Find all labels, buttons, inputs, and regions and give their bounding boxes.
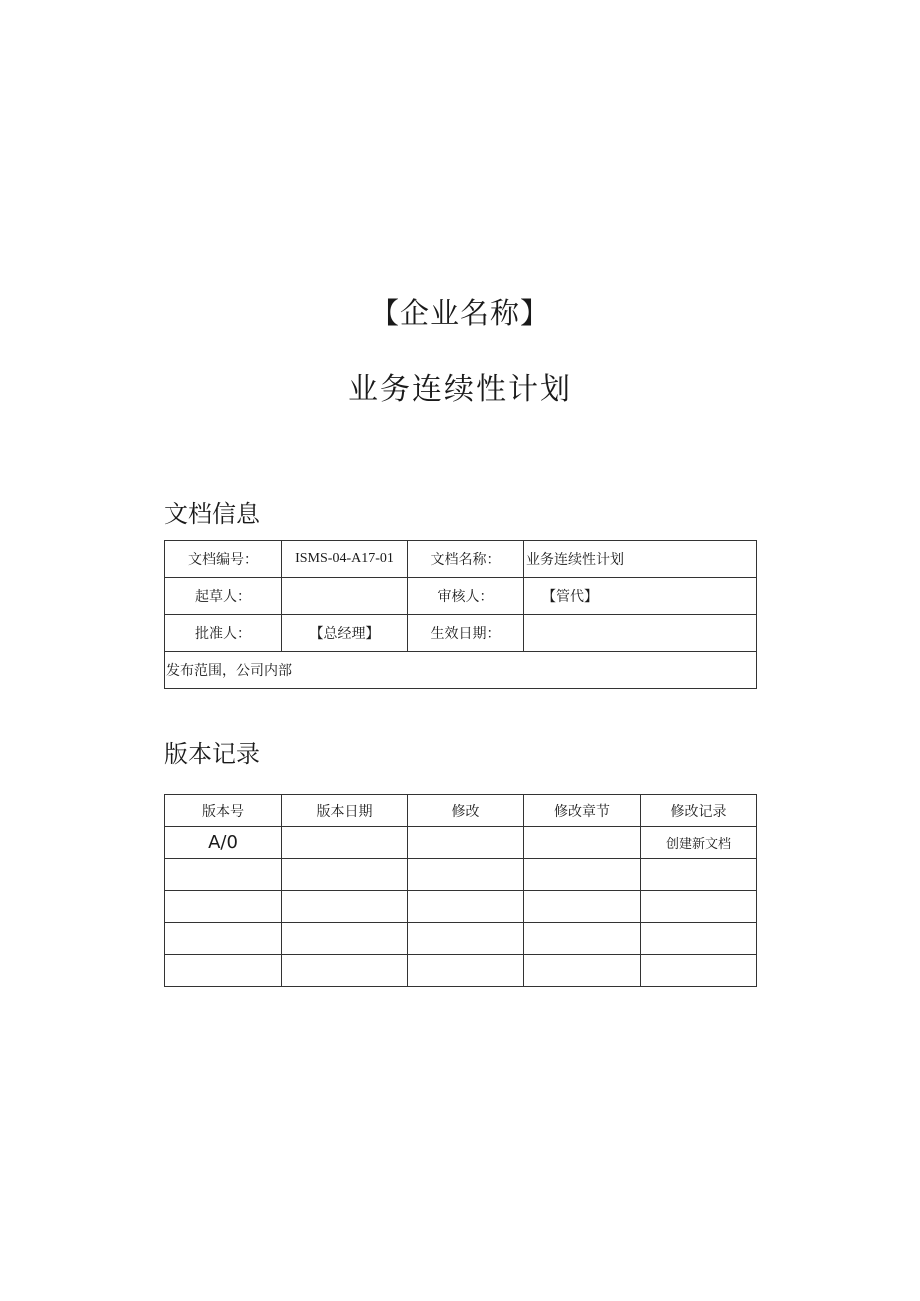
document-title: 业务连续性计划 [348, 372, 572, 407]
table-cell [524, 859, 641, 891]
col-header-record: 修改记录 [641, 795, 757, 827]
doc-info-row [165, 652, 757, 689]
doc-number-value: ISMS-04-A17-01 [282, 541, 408, 578]
drafter-label: 起草人： [165, 578, 282, 615]
reviewer-value: 【管代】 [524, 578, 757, 615]
table-cell [165, 891, 282, 923]
col-header-date: 版本日期 [282, 795, 408, 827]
approver-value: 【总经理】 [282, 615, 408, 652]
table-cell [282, 923, 408, 955]
table-cell [282, 859, 408, 891]
release-scope: 发布范围，公司内部 [165, 652, 757, 689]
table-row [165, 923, 757, 955]
table-cell [165, 923, 282, 955]
table-cell [408, 955, 524, 987]
table-cell [408, 827, 524, 859]
company-name: 【企业名称】 [369, 296, 550, 330]
version-record-table [164, 794, 757, 987]
table-cell [282, 891, 408, 923]
version-header-row [165, 795, 757, 827]
table-cell [165, 859, 282, 891]
table-cell [282, 955, 408, 987]
table-cell [408, 891, 524, 923]
table-cell [524, 827, 641, 859]
table-row [165, 827, 757, 859]
table-cell: A/0 [165, 827, 282, 859]
col-header-modify: 修改 [408, 795, 524, 827]
table-cell [524, 891, 641, 923]
doc-info-heading: 文档信息 [164, 500, 260, 528]
effective-date-value [524, 615, 757, 652]
table-cell [641, 891, 757, 923]
version-record-heading: 版本记录 [164, 740, 260, 768]
doc-info-table [164, 540, 757, 689]
table-cell: 创建新文档 [641, 827, 757, 859]
table-cell [165, 955, 282, 987]
table-cell [524, 955, 641, 987]
table-row [165, 955, 757, 987]
doc-name-value: 业务连续性计划 [524, 541, 757, 578]
col-header-version: 版本号 [165, 795, 282, 827]
doc-number-label: 文档编号： [165, 541, 282, 578]
effective-date-label: 生效日期： [408, 615, 524, 652]
approver-label: 批准人： [165, 615, 282, 652]
table-cell [408, 923, 524, 955]
drafter-value [282, 578, 408, 615]
doc-info-row [165, 541, 757, 578]
doc-name-label: 文档名称： [408, 541, 524, 578]
doc-info-row [165, 615, 757, 652]
table-cell [408, 859, 524, 891]
col-header-section: 修改章节 [524, 795, 641, 827]
table-cell [641, 859, 757, 891]
table-row [165, 891, 757, 923]
reviewer-label: 审核人： [408, 578, 524, 615]
table-cell [282, 827, 408, 859]
table-row [165, 859, 757, 891]
table-cell [524, 923, 641, 955]
doc-info-row [165, 578, 757, 615]
table-cell [641, 955, 757, 987]
table-cell [641, 923, 757, 955]
